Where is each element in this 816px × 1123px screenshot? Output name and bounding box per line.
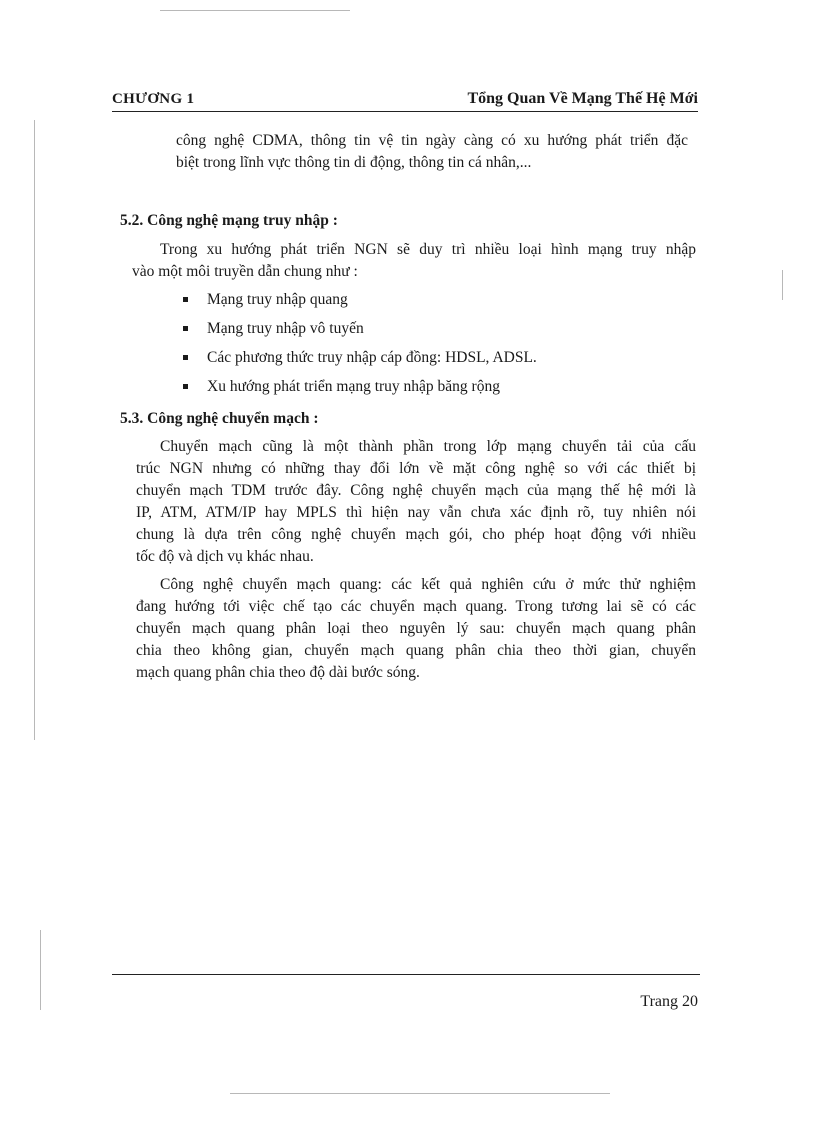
scan-mark-left-lower <box>40 930 41 1010</box>
scan-mark-right <box>782 270 783 300</box>
chapter-title: Tổng Quan Về Mạng Thế Hệ Mới <box>467 90 698 107</box>
section-5-2-line-2: vào một môi truyền dẫn chung như : <box>132 263 358 280</box>
page-number: Trang 20 <box>640 993 698 1010</box>
bullet-item-1: Mạng truy nhập quang <box>207 291 348 308</box>
footer-rule <box>112 974 700 975</box>
bullet-marker <box>183 384 188 389</box>
scan-mark-left <box>34 120 35 740</box>
section-5-3-p2-line-2: đang hướng tới việc chế tạo các chuyển mạch quang. Trong tương lai sẽ có các <box>136 598 696 615</box>
bullet-item-4: Xu hướng phát triển mạng truy nhập băng rộng <box>207 378 500 395</box>
section-5-3-p1-line-2: trúc NGN nhưng có những thay đổi lớn về mặt công nghệ so với các thiết bị <box>136 460 696 477</box>
section-5-3-p2-line-4: chia theo không gian, chuyển mạch quang phân chia theo thời gian, chuyển <box>136 642 696 659</box>
intro-line-2: biệt trong lĩnh vực thông tin di động, thông tin cá nhân,... <box>176 154 532 171</box>
header-rule <box>112 111 698 112</box>
section-5-3-p2-line-3: chuyển mạch quang phân loại theo nguyên lý sau: chuyển mạch quang phân <box>136 620 696 637</box>
section-5-2-line-1: Trong xu hướng phát triển NGN sẽ duy trì nhiều loại hình mạng truy nhập <box>160 241 696 258</box>
bullet-marker <box>183 355 188 360</box>
bullet-marker <box>183 297 188 302</box>
scan-mark-bottom <box>230 1093 610 1094</box>
section-5-3-p1-line-3: chuyển mạch TDM trước đây. Công nghệ chuyển mạch của mạng thế hệ mới là <box>136 482 696 499</box>
section-5-3-p2-line-1: Công nghệ chuyển mạch quang: các kết quả nghiên cứu ở mức thử nghiệm <box>160 576 696 593</box>
bullet-marker <box>183 326 188 331</box>
scan-mark-top <box>160 10 350 11</box>
section-5-3-p1-line-6: tốc độ và dịch vụ khác nhau. <box>136 548 314 565</box>
section-5-3-heading: 5.3. Công nghệ chuyển mạch : <box>120 410 319 427</box>
bullet-item-3: Các phương thức truy nhập cáp đồng: HDSL, ADSL. <box>207 349 537 366</box>
section-5-3-p2-line-5: mạch quang phân chia theo độ dài bước sóng. <box>136 664 420 681</box>
page-header <box>112 88 698 112</box>
section-5-3-p1-line-5: chung là dựa trên công nghệ chuyển mạch gói, cho phép hoạt động với nhiều <box>136 526 696 543</box>
bullet-item-2: Mạng truy nhập vô tuyến <box>207 320 364 337</box>
section-5-2-heading: 5.2. Công nghệ mạng truy nhập : <box>120 212 338 229</box>
chapter-label: CHƯƠNG 1 <box>112 91 195 107</box>
intro-line-1: công nghệ CDMA, thông tin vệ tin ngày càng có xu hướng phát triển đặc <box>176 132 688 149</box>
section-5-3-p1-line-4: IP, ATM, ATM/IP hay MPLS thì hiện nay vẫn chưa xác định rõ, tuy nhiên nói <box>136 504 696 521</box>
section-5-3-p1-line-1: Chuyển mạch cũng là một thành phần trong lớp mạng chuyển tải của cấu <box>160 438 696 455</box>
